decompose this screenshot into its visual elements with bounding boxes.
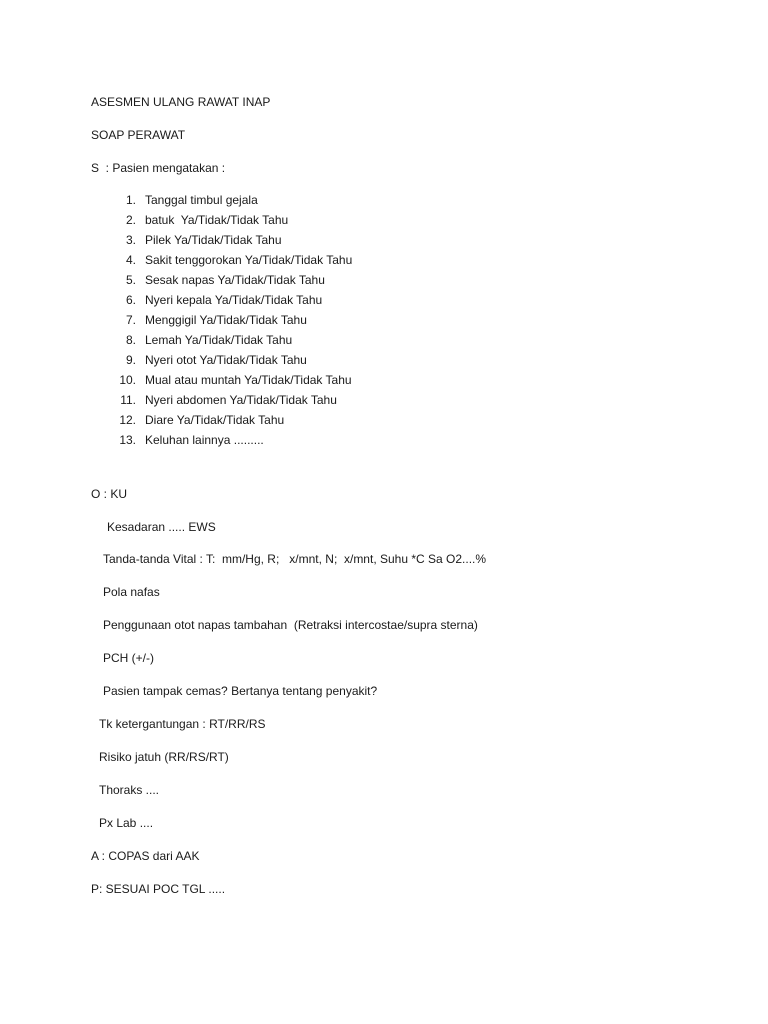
document-subtitle: SOAP PERAWAT <box>91 128 186 142</box>
objective-line-kesadaran: Kesadaran ..... EWS <box>107 520 216 534</box>
list-item-number: 11. <box>120 393 136 407</box>
list-item-number: 8. <box>125 333 136 347</box>
list-item-number: 7. <box>125 313 136 327</box>
list-item-number: 5. <box>125 273 136 287</box>
list-item-text: batuk Ya/Tidak/Tidak Tahu <box>145 213 289 227</box>
list-item <box>108 392 352 412</box>
objective-line-risiko-jatuh: Risiko jatuh (RR/RS/RT) <box>99 750 229 764</box>
assessment-line: A : COPAS dari AAK <box>91 849 200 863</box>
list-item-number: 6. <box>125 293 136 307</box>
list-item <box>108 412 352 432</box>
list-item <box>108 292 352 312</box>
list-item-text: Nyeri otot Ya/Tidak/Tidak Tahu <box>145 353 307 367</box>
list-item-number: 10. <box>119 373 136 387</box>
list-item-text: Nyeri abdomen Ya/Tidak/Tidak Tahu <box>145 393 337 407</box>
list-item <box>108 252 352 272</box>
list-item-number: 4. <box>125 253 136 267</box>
objective-line-vital-signs: Tanda-tanda Vital : T: mm/Hg, R; x/mnt, N; x/mnt, Suhu *C Sa O2....% <box>103 552 487 566</box>
subjective-heading: S : Pasien mengatakan : <box>91 161 226 175</box>
list-item-number: 13. <box>119 433 136 447</box>
list-item <box>108 352 352 372</box>
list-item <box>108 432 352 452</box>
list-item <box>108 312 352 332</box>
objective-line-pch: PCH (+/-) <box>103 651 154 665</box>
list-item-text: Sakit tenggorokan Ya/Tidak/Tidak Tahu <box>145 253 353 267</box>
subjective-list <box>108 192 352 452</box>
objective-line-ketergantungan: Tk ketergantungan : RT/RR/RS <box>99 717 266 731</box>
list-item-text: Sesak napas Ya/Tidak/Tidak Tahu <box>145 273 325 287</box>
list-item-text: Nyeri kepala Ya/Tidak/Tidak Tahu <box>145 293 323 307</box>
list-item <box>108 372 352 392</box>
list-item <box>108 192 352 212</box>
list-item-text: Tanggal timbul gejala <box>145 193 258 207</box>
list-item-text: Diare Ya/Tidak/Tidak Tahu <box>145 413 285 427</box>
list-item <box>108 332 352 352</box>
objective-heading: O : KU <box>91 487 128 501</box>
list-item-number: 9. <box>125 353 136 367</box>
list-item-number: 1. <box>125 193 136 207</box>
objective-line-px-lab: Px Lab .... <box>99 816 154 830</box>
list-item-text: Pilek Ya/Tidak/Tidak Tahu <box>145 233 282 247</box>
objective-line-pola-nafas: Pola nafas <box>103 585 160 599</box>
plan-line: P: SESUAI POC TGL ..... <box>91 882 226 896</box>
list-item-text: Menggigil Ya/Tidak/Tidak Tahu <box>145 313 307 327</box>
objective-line-thoraks: Thoraks .... <box>99 783 160 797</box>
list-item-number: 12. <box>119 413 136 427</box>
list-item <box>108 232 352 252</box>
list-item-number: 2. <box>125 213 136 227</box>
list-item-text: Lemah Ya/Tidak/Tidak Tahu <box>145 333 293 347</box>
list-item-text: Keluhan lainnya ......... <box>145 433 264 447</box>
list-item <box>108 272 352 292</box>
list-item-text: Mual atau muntah Ya/Tidak/Tidak Tahu <box>145 373 352 387</box>
list-item <box>108 212 352 232</box>
objective-line-otot-napas: Penggunaan otot napas tambahan (Retraksi intercostae/supra sterna) <box>103 618 478 632</box>
objective-line-cemas: Pasien tampak cemas? Bertanya tentang penyakit? <box>103 684 378 698</box>
document-title: ASESMEN ULANG RAWAT INAP <box>91 95 271 109</box>
list-item-number: 3. <box>125 233 136 247</box>
